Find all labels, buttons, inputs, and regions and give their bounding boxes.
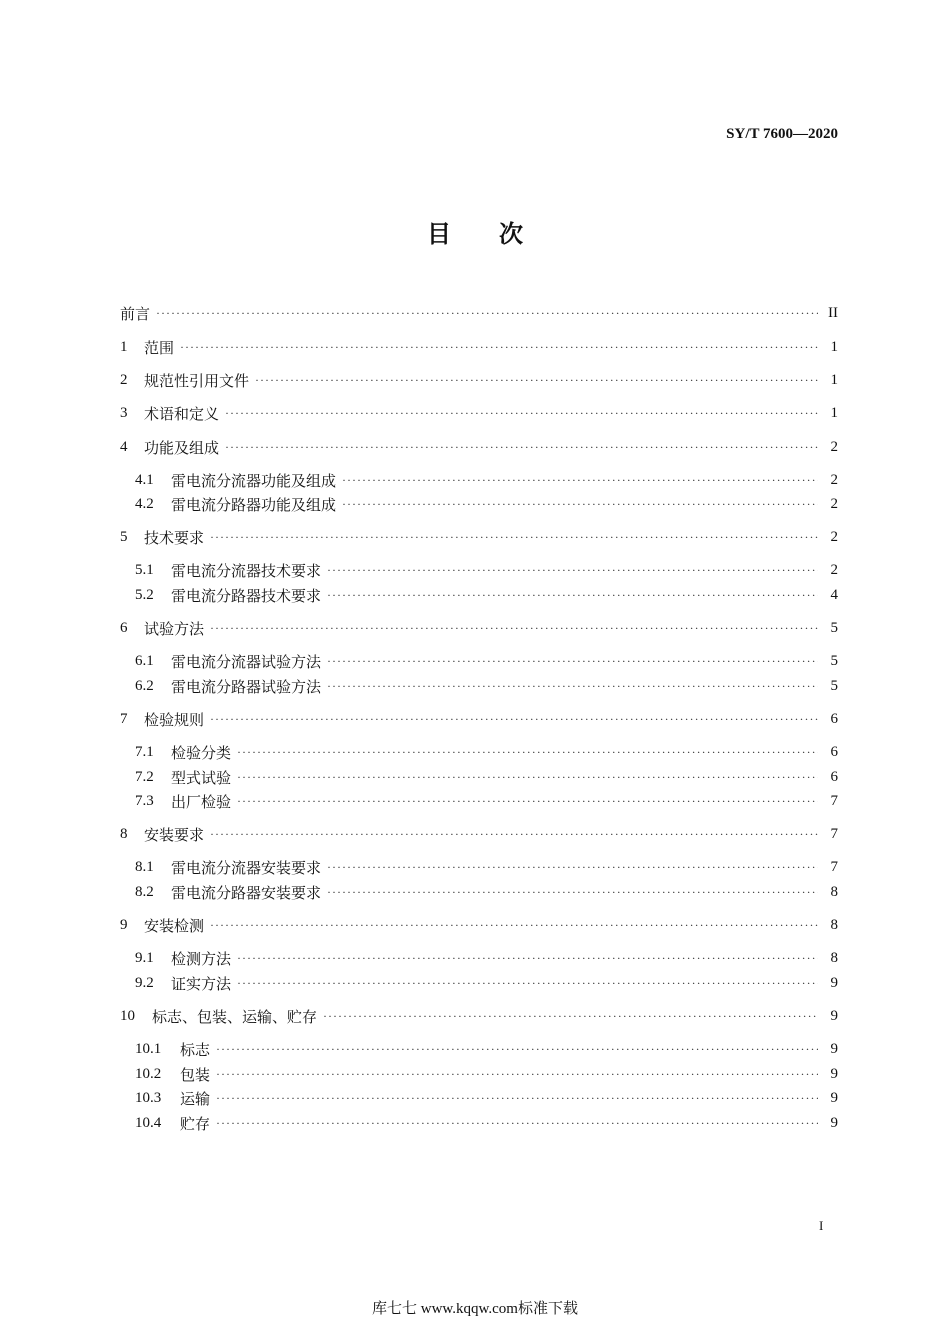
dot-leader [216, 1116, 818, 1131]
toc-entry-page: 9 [830, 1089, 838, 1106]
toc-entry-number: 3 [120, 404, 128, 421]
toc-entry-title: 证实方法 [171, 976, 232, 993]
toc-entry-title: 检验规则 [144, 712, 205, 729]
toc-entry-number: 7.1 [135, 743, 154, 760]
toc-entry-page: 4 [830, 586, 838, 603]
toc-entry[interactable] [135, 973, 838, 993]
toc-entry[interactable] [120, 527, 838, 547]
toc-entry[interactable] [120, 437, 838, 457]
toc-entry[interactable] [120, 370, 838, 390]
toc-entry-number: 10.2 [135, 1065, 162, 1082]
dot-leader [342, 473, 818, 488]
page-title: 目次 [427, 220, 571, 248]
toc-entry-title: 雷电流分流器安装要求 [171, 860, 322, 877]
toc-entry-number: 6 [120, 619, 128, 636]
toc-entry-page: 9 [830, 974, 838, 991]
toc-entry-page: 2 [830, 528, 838, 545]
toc-entry-title: 雷电流分路器功能及组成 [171, 497, 337, 514]
toc-entry-number: 8 [120, 825, 128, 842]
toc-entry-page: II [828, 304, 838, 321]
dot-leader [210, 530, 818, 545]
toc-entry-page: 7 [830, 825, 838, 842]
dot-leader [342, 497, 818, 512]
dot-leader [210, 712, 818, 727]
toc-entry-number: 1 [120, 338, 128, 355]
toc-entry-title: 标志、包装、运输、贮存 [152, 1009, 318, 1026]
toc-entry-title: 安装检测 [144, 918, 205, 935]
toc-entry-page: 1 [830, 404, 838, 421]
toc-entry-number: 4.1 [135, 471, 154, 488]
toc-entry[interactable] [135, 676, 838, 696]
toc-entry-page: 9 [830, 1065, 838, 1082]
toc-entry[interactable] [135, 585, 838, 605]
toc-entry[interactable] [135, 470, 838, 490]
dot-leader [210, 621, 818, 636]
toc-entry-number: 4 [120, 438, 128, 455]
dot-leader [255, 373, 818, 388]
toc-entry-page: 8 [830, 883, 838, 900]
toc-entry[interactable] [120, 1006, 838, 1026]
dot-leader [327, 588, 818, 603]
dot-leader [237, 770, 818, 785]
toc-entry-number: 7.3 [135, 792, 154, 809]
toc-entry[interactable] [120, 303, 838, 323]
dot-leader [180, 340, 818, 355]
toc-entry-number: 6.1 [135, 652, 154, 669]
toc-entry-page: 5 [830, 677, 838, 694]
dot-leader [225, 406, 818, 421]
toc-entry-page: 6 [830, 743, 838, 760]
toc-entry[interactable] [135, 1088, 838, 1108]
dot-leader [210, 827, 818, 842]
toc-entry[interactable] [135, 882, 838, 902]
toc-entry-title: 雷电流分流器技术要求 [171, 563, 322, 580]
toc-entry-title: 包装 [180, 1067, 211, 1084]
toc-entry-number: 7.2 [135, 768, 154, 785]
toc-entry[interactable] [135, 767, 838, 787]
toc-entry-number: 4.2 [135, 495, 154, 512]
toc-entry-title: 运输 [180, 1091, 211, 1108]
dot-leader [327, 679, 818, 694]
toc-entry[interactable] [135, 742, 838, 762]
toc-entry-page: 9 [830, 1114, 838, 1131]
toc-entry-number: 10.4 [135, 1114, 162, 1131]
toc-entry-number: 9.2 [135, 974, 154, 991]
toc-entry-title: 出厂检验 [171, 794, 232, 811]
toc-entry-title: 试验方法 [144, 621, 205, 638]
toc-entry-title: 术语和定义 [144, 406, 220, 423]
toc-entry[interactable] [135, 791, 838, 811]
toc-entry[interactable] [120, 618, 838, 638]
toc-entry-page: 7 [830, 858, 838, 875]
toc-entry-title: 标志 [180, 1042, 211, 1059]
toc-entry-page: 5 [830, 652, 838, 669]
toc-entry-title: 前言 [120, 306, 151, 323]
dot-leader [237, 794, 818, 809]
toc-entry-page: 6 [830, 768, 838, 785]
toc-entry-page: 5 [830, 619, 838, 636]
dot-leader [210, 918, 818, 933]
dot-leader [216, 1067, 818, 1082]
footer-watermark: 库七七 www.kqqw.com标准下载 [372, 1301, 578, 1317]
toc-entry-page: 2 [830, 561, 838, 578]
toc-entry-title: 规范性引用文件 [144, 373, 250, 390]
dot-leader [237, 745, 818, 760]
toc-entry-title: 雷电流分流器试验方法 [171, 654, 322, 671]
toc-entry-number: 10.1 [135, 1040, 162, 1057]
toc-entry-number: 8.2 [135, 883, 154, 900]
toc-entry-page: 8 [830, 916, 838, 933]
toc-entry-title: 贮存 [180, 1116, 211, 1133]
toc-entry-number: 8.1 [135, 858, 154, 875]
toc-entry-page: 9 [830, 1040, 838, 1057]
dot-leader [237, 951, 818, 966]
toc-entry-page: 1 [830, 371, 838, 388]
toc-entry-number: 10.3 [135, 1089, 162, 1106]
toc-entry-page: 7 [830, 792, 838, 809]
toc-entry-number: 6.2 [135, 677, 154, 694]
toc-entry-number: 2 [120, 371, 128, 388]
toc-entry-number: 5.1 [135, 561, 154, 578]
dot-leader [323, 1009, 818, 1024]
toc-entry-title: 范围 [144, 340, 175, 357]
dot-leader [327, 654, 818, 669]
dot-leader [237, 976, 818, 991]
toc-entry[interactable] [135, 1064, 838, 1084]
toc-entry[interactable] [135, 948, 838, 968]
toc-entry[interactable] [135, 494, 838, 514]
toc-entry-number: 9 [120, 916, 128, 933]
toc-entry[interactable] [120, 915, 838, 935]
toc-entry-title: 雷电流分路器试验方法 [171, 679, 322, 696]
page-number: I [819, 1218, 824, 1233]
toc-entry-title: 检验分类 [171, 745, 232, 762]
toc-entry-number: 7 [120, 710, 128, 727]
standard-code: SY/T 7600—2020 [726, 126, 838, 142]
dot-leader [327, 563, 818, 578]
toc-entry-title: 功能及组成 [144, 440, 220, 457]
toc-entry-title: 雷电流分流器功能及组成 [171, 473, 337, 490]
toc-entry-page: 8 [830, 949, 838, 966]
toc-entry[interactable] [135, 857, 838, 877]
dot-leader [225, 440, 818, 455]
toc-entry-number: 5 [120, 528, 128, 545]
dot-leader [327, 885, 818, 900]
toc-entry-page: 2 [830, 471, 838, 488]
toc-entry-number: 9.1 [135, 949, 154, 966]
toc-entry[interactable] [135, 651, 838, 671]
dot-leader [216, 1091, 818, 1106]
toc-entry-page: 1 [830, 338, 838, 355]
toc-entry-title: 检测方法 [171, 951, 232, 968]
toc-entry-title: 技术要求 [144, 530, 205, 547]
toc-entry-number: 5.2 [135, 586, 154, 603]
toc-entry[interactable] [120, 403, 838, 423]
toc-entry[interactable] [135, 1113, 838, 1133]
toc-entry-page: 6 [830, 710, 838, 727]
toc-entry-title: 雷电流分路器安装要求 [171, 885, 322, 902]
toc-entry-title: 型式试验 [171, 770, 232, 787]
toc-entry-page: 2 [830, 438, 838, 455]
toc-entry[interactable] [120, 709, 838, 729]
dot-leader [327, 860, 818, 875]
toc-entry-title: 雷电流分路器技术要求 [171, 588, 322, 605]
toc-entry-page: 9 [830, 1007, 838, 1024]
toc-entry-page: 2 [830, 495, 838, 512]
toc-entry-title: 安装要求 [144, 827, 205, 844]
dot-leader [156, 306, 818, 321]
toc-entry[interactable] [120, 824, 838, 844]
toc-entry[interactable] [135, 560, 838, 580]
toc-entry[interactable] [135, 1039, 838, 1059]
dot-leader [216, 1042, 818, 1057]
toc-entry[interactable] [120, 337, 838, 357]
toc-entry-number: 10 [120, 1007, 135, 1024]
